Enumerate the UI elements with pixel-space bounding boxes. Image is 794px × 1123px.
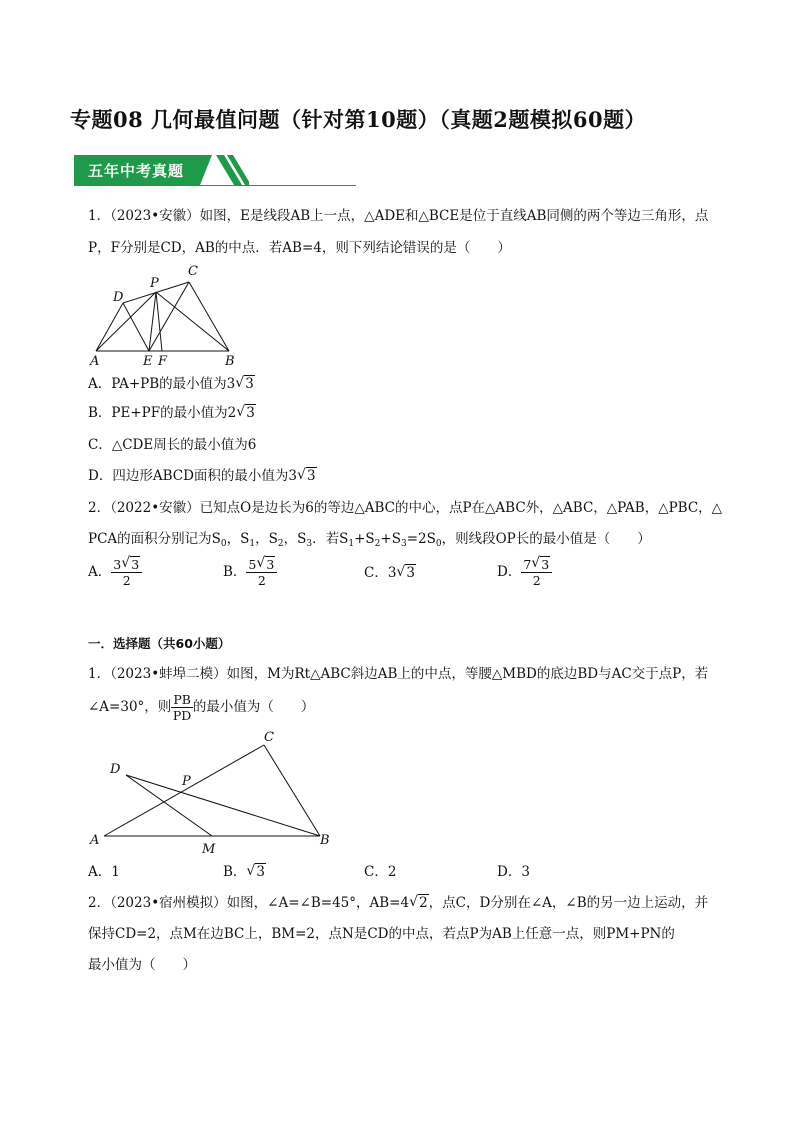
zk-q1-option-c: C．△CDE周长的最小值为6 [88,437,257,453]
mock-q1-option-b: B．√ 3 [223,862,266,882]
label-F: F [158,354,168,369]
zk-q2-line2: PCA的面积分别记为$S_0$，$S_1$，$S_2$，$S_3$．若$S_1+S_2+S_3=2S_0$，则线段OP长的最小值是（ ） [88,531,651,549]
banner-label: 五年中考真题 [88,162,185,180]
zk-q1-option-a: A．PA+PB的最小值为3√ 3 [88,374,255,394]
section-heading: 一．选择题（共60小题） [88,636,231,651]
mock-q1-option-d: D．3 [497,864,530,880]
zk-q1-option-d: D．四边形ABCD面积的最小值为3√ 3 [88,466,317,486]
mock-q2-line1: 2．（2023•宿州模拟）如图，∠A=∠B=45°，AB=4√ 2，点C，D分别在∠A，∠B的另一边上运动，并 [88,893,708,913]
banner-underline [74,185,356,186]
zk-q2-option-c: C．3√ 3 [364,563,416,583]
label-P: P [182,774,191,789]
mock-q1-figure [86,725,341,857]
mock-q1-line1: 1．（2023•蚌埠二模）如图，M为Rt△ABC斜边AB上的中点，等腰△MBD的底边BD与AC交于点P，若 [88,666,709,682]
mock-q1-line2: ∠A=30°，则 $\frac{PB}{PD}$ 的最小值为（ ） [88,692,315,723]
label-B: B [320,833,330,848]
zk-q1-option-b: B．PE+PF的最小值为2√ 3 [88,403,256,423]
zk-q2-line1: 2．（2022•安徽）已知点O是边长为6的等边△ABC的中心，点P在△ABC外，△ABC，△PAB，△PBC，△ [88,500,723,516]
mock-q2-line3: 最小值为（ ） [88,957,196,973]
mock-q1-option-c: C．2 [364,864,397,880]
zk-q2-option-d: D． $\frac{7√ 3}{2}$ [497,557,552,588]
zk-q1-line1: 1．（2023•安徽）如图，E是线段AB上一点，△ADE和△BCE是位于直线AB同侧的两个等边三角形，点 [88,208,709,224]
page-title: 专题08 几何最值问题（针对第10题）（真题2题模拟60题） [70,107,647,132]
label-A: A [90,354,100,369]
label-D: D [110,762,121,777]
zk-q2-option-b: B． $\frac{5√ 3}{2}$ [223,557,277,588]
zk-q1-line2: P，F分别是CD，AB的中点．若AB=4，则下列结论错误的是（ ） [88,240,511,256]
label-M: M [202,842,216,857]
label-C: C [188,264,198,279]
zk-q2-option-a: A． $\frac{3√ 3}{2}$ [88,557,142,588]
label-P: P [150,276,159,291]
label-E: E [143,354,153,369]
mock-q2-line2: 保持CD=2，点M在边BC上，BM=2，点N是CD的中点，若点P为AB上任意一点，则PM+PN的 [88,926,675,942]
mock-q1-option-a: A．1 [88,864,120,880]
label-A: A [90,833,100,848]
label-B: B [225,354,235,369]
label-D: D [113,290,124,305]
zk-q1-figure [86,260,246,370]
label-C: C [264,730,274,745]
